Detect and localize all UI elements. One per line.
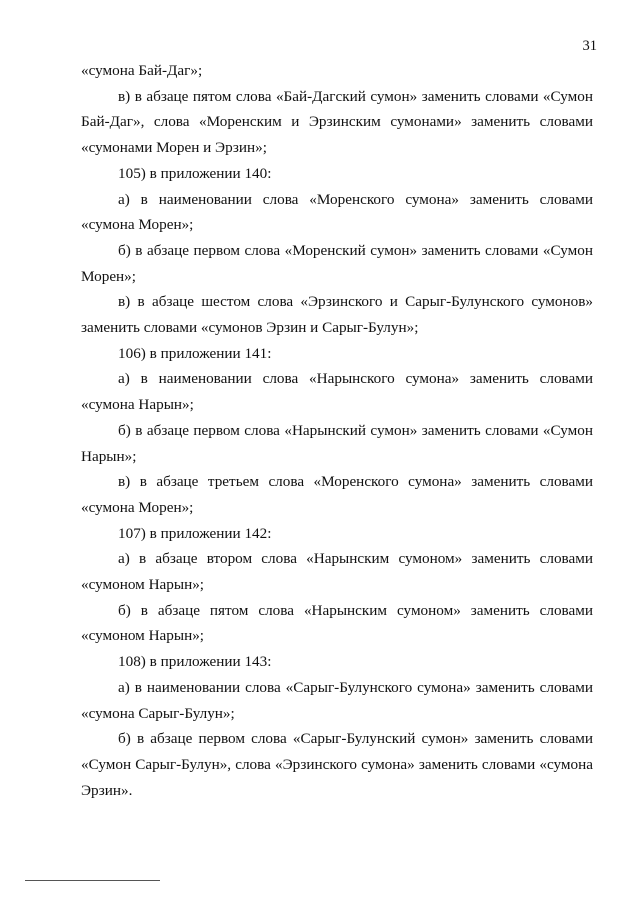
- paragraph: в) в абзаце пятом слова «Бай-Дагский сумон» заменить словами «Сумон Бай-Даг», слова «Моренским и Эрзинским сумонами» заменить словами «сумонами Морен и Эрзин»;: [81, 87, 593, 157]
- paragraph: а) в наименовании слова «Нарынского сумона» заменить словами «сумона Нарын»;: [81, 370, 593, 414]
- paragraph: в) в абзаце шестом слова «Эрзинского и Сарыг-Булунского сумонов» заменить словами «сумонов Эрзин и Сарыг-Булун»;: [81, 293, 593, 337]
- paragraph: а) в наименовании слова «Сарыг-Булунского сумона» заменить словами «сумона Сарыг-Булун»;: [81, 678, 593, 722]
- paragraph: б) в абзаце пятом слова «Нарынским сумоном» заменить словами «сумоном Нарын»;: [81, 601, 593, 645]
- document-body: [81, 58, 593, 803]
- paragraph: б) в абзаце первом слова «Моренский сумон» заменить словами «Сумон Морен»;: [81, 241, 593, 285]
- amendment-heading: 105) в приложении 140:: [118, 164, 272, 182]
- paragraph: а) в наименовании слова «Моренского сумона» заменить словами «сумона Морен»;: [81, 190, 593, 234]
- amendment-heading: 108) в приложении 143:: [118, 653, 272, 671]
- paragraph: б) в абзаце первом слова «Нарынский сумон» заменить словами «Сумон Нарын»;: [81, 421, 593, 465]
- paragraph: в) в абзаце третьем слова «Моренского сумона» заменить словами «сумона Морен»;: [81, 473, 593, 516]
- page-number: 31: [582, 38, 597, 54]
- paragraph: б) в абзаце первом слова «Сарыг-Булунский сумон» заменить словами «Сумон Сарыг-Булун», слова «Эрзинского сумона» заменить словами «сумона Эрзин».: [81, 730, 593, 799]
- amendment-heading: 107) в приложении 142:: [118, 524, 272, 542]
- paragraph: а) в абзаце втором слова «Нарынским сумоном» заменить словами «сумоном Нарын»;: [81, 550, 593, 594]
- footer-divider: [25, 880, 160, 881]
- paragraph: «сумона Бай-Даг»;: [81, 62, 203, 79]
- amendment-heading: 106) в приложении 141:: [118, 344, 272, 362]
